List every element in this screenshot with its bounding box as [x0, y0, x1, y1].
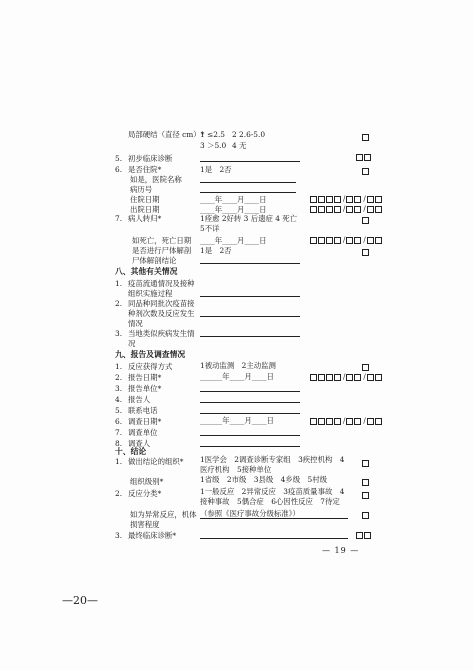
- item-number: 2.: [115, 299, 123, 308]
- final-diagnosis-checkbox[interactable]: [356, 531, 372, 539]
- autopsy-checkbox[interactable]: [362, 248, 370, 256]
- report-unit-label: 报告单位*: [128, 384, 162, 393]
- item-number: 7.: [115, 428, 123, 437]
- autopsy-label: 是否进行尸体解剖: [132, 246, 192, 255]
- induration-option-2[interactable]: 2 2.6-5.0: [232, 130, 266, 139]
- autopsy-conclusion-field[interactable]: [200, 263, 300, 264]
- damage-note: （参照《医疗事故分级标准》）: [200, 509, 300, 518]
- admission-date-boxes[interactable]: / /: [310, 195, 383, 203]
- org-level-label: 组织级别*: [130, 477, 164, 486]
- hospital-name-label: 如是，医院名称: [130, 175, 182, 184]
- item-number: 7.: [115, 214, 123, 223]
- initial-diagnosis-checkbox[interactable]: [356, 153, 372, 161]
- reaction-source-checkbox[interactable]: [362, 363, 370, 371]
- section-10-title: 十、结论: [115, 447, 147, 456]
- section-9-title: 九、报告及调查情况: [115, 350, 186, 359]
- page-number-left: —20—: [62, 594, 98, 607]
- hospitalized-checkbox[interactable]: [362, 167, 370, 175]
- hospitalized-options[interactable]: 1是 2否: [200, 165, 232, 174]
- reaction-class-label: 反应分类*: [128, 489, 162, 498]
- item-number: 5.: [115, 406, 123, 415]
- outcome-options[interactable]: 1痊愈 2好转 3 后遗症 4 死亡: [200, 214, 298, 223]
- item-number: 2.: [115, 489, 123, 498]
- item-number: 1.: [115, 279, 123, 288]
- vaccine-circulation-label-2: 组织实施过程: [128, 289, 173, 298]
- death-date-field[interactable]: ____年____月____日: [200, 236, 267, 245]
- item-number: 2.: [115, 373, 123, 382]
- investigator-field[interactable]: [200, 446, 300, 447]
- discharge-date-field[interactable]: ____年____月____日: [200, 205, 267, 214]
- vaccine-circulation-label: 疫苗流通情况及接种: [128, 279, 195, 288]
- investigation-date-label: 调查日期*: [128, 417, 162, 426]
- outcome-options-2[interactable]: 5不详: [200, 224, 220, 233]
- outcome-label: 病人转归*: [128, 214, 162, 223]
- item-number: 3.: [115, 384, 123, 393]
- reporter-label: 报告人: [128, 395, 151, 404]
- hospitalized-label: 是否住院*: [128, 165, 162, 174]
- org-level-options[interactable]: 1省级 2市级 3县级 4乡级 5村级: [200, 475, 327, 484]
- report-date-field[interactable]: ______年____月____日: [200, 372, 274, 381]
- induration-option-3[interactable]: 3 ＞5.0: [200, 141, 227, 150]
- induration-option-1[interactable]: 1 ≤2.5: [200, 130, 225, 139]
- reaction-source-options[interactable]: 1被动监测 2主动监测: [200, 361, 276, 370]
- initial-diagnosis-label: 初步临床诊断: [128, 154, 173, 163]
- final-diagnosis-field[interactable]: [200, 538, 348, 539]
- reaction-class-checkbox[interactable]: [362, 491, 370, 499]
- report-date-label: 报告日期*: [128, 373, 162, 382]
- item-number: 3.: [115, 329, 123, 338]
- reaction-class-options[interactable]: 1一般反应 2异常反应 3疫苗质量事故 4: [200, 487, 345, 496]
- item-number: 8.: [115, 439, 123, 448]
- induration-option-4[interactable]: 4 无: [232, 141, 247, 150]
- autopsy-conclusion-label: 尸体解剖结论: [132, 256, 177, 265]
- reaction-class-options-2[interactable]: 接种事故 5偶合症 6心因性反应 7待定: [200, 497, 340, 506]
- phone-field[interactable]: [200, 413, 300, 414]
- item-number: 5.: [115, 154, 123, 163]
- investigation-date-field[interactable]: ______年____月____日: [200, 416, 274, 425]
- phone-label: 联系电话: [128, 406, 158, 415]
- item-number: 1.: [115, 362, 123, 371]
- admission-date-label: 住院日期: [130, 195, 160, 204]
- same-batch-label-3: 情况: [128, 319, 143, 328]
- investigation-unit-field[interactable]: [200, 435, 300, 436]
- item-number: 3.: [115, 531, 123, 540]
- medical-record-field[interactable]: [200, 192, 296, 193]
- discharge-date-label: 出院日期: [130, 205, 160, 214]
- section-8-title: 八、其他有关情况: [115, 267, 178, 276]
- reporter-field[interactable]: [200, 402, 300, 403]
- conclusion-org-options[interactable]: 1医学会 2调查诊断专家组 3疾控机构 4: [200, 455, 345, 464]
- report-unit-field[interactable]: [200, 391, 300, 392]
- local-disease-field[interactable]: [200, 336, 300, 337]
- conclusion-org-checkbox[interactable]: [362, 459, 370, 467]
- item-number: 6.: [115, 165, 123, 174]
- autopsy-options[interactable]: 1是 2否: [200, 246, 232, 255]
- investigator-label: 调查人: [128, 439, 151, 448]
- damage-label: 如为异常反应，机体: [130, 510, 197, 519]
- investigation-unit-label: 调查单位: [128, 428, 158, 437]
- induration-checkbox[interactable]: [362, 133, 370, 141]
- death-date-boxes[interactable]: / /: [310, 236, 383, 244]
- item-number: 1.: [115, 457, 123, 466]
- same-batch-label-2: 种剂次数及反应发生: [128, 309, 195, 318]
- final-diagnosis-label: 最终临床诊断*: [128, 531, 177, 540]
- damage-checkbox[interactable]: [362, 511, 370, 519]
- same-batch-field[interactable]: [200, 316, 300, 317]
- local-disease-label-2: 况: [128, 339, 136, 348]
- induration-label: 局部硬结（直径 cm）*: [128, 130, 205, 139]
- damage-label-2: 损害程度: [130, 520, 160, 529]
- discharge-date-boxes[interactable]: / /: [310, 205, 383, 213]
- item-number: 4.: [115, 395, 123, 404]
- local-disease-label: 当地类似疾病发生情: [128, 329, 195, 338]
- initial-diagnosis-field[interactable]: [200, 161, 300, 162]
- conclusion-org-label: 做出结论的组织*: [128, 457, 184, 466]
- hospital-name-field[interactable]: [200, 182, 296, 183]
- conclusion-org-options-2[interactable]: 医疗机构 5接种单位: [200, 465, 272, 474]
- report-date-boxes[interactable]: / /: [310, 373, 383, 381]
- admission-date-field[interactable]: ____年____月____日: [200, 195, 267, 204]
- death-date-label: 如死亡，死亡日期: [132, 236, 192, 245]
- damage-field[interactable]: [200, 518, 348, 519]
- investigation-date-boxes[interactable]: / /: [310, 417, 383, 425]
- medical-record-label: 病历号: [130, 185, 153, 194]
- page-number-right: — 19 —: [322, 546, 360, 555]
- outcome-checkbox[interactable]: [362, 216, 370, 224]
- vaccine-circulation-field[interactable]: [200, 296, 300, 297]
- item-number: 6.: [115, 417, 123, 426]
- org-level-checkbox[interactable]: [362, 478, 370, 486]
- same-batch-label: 同品种同批次疫苗接: [128, 299, 195, 308]
- reaction-source-label: 反应获得方式: [128, 362, 173, 371]
